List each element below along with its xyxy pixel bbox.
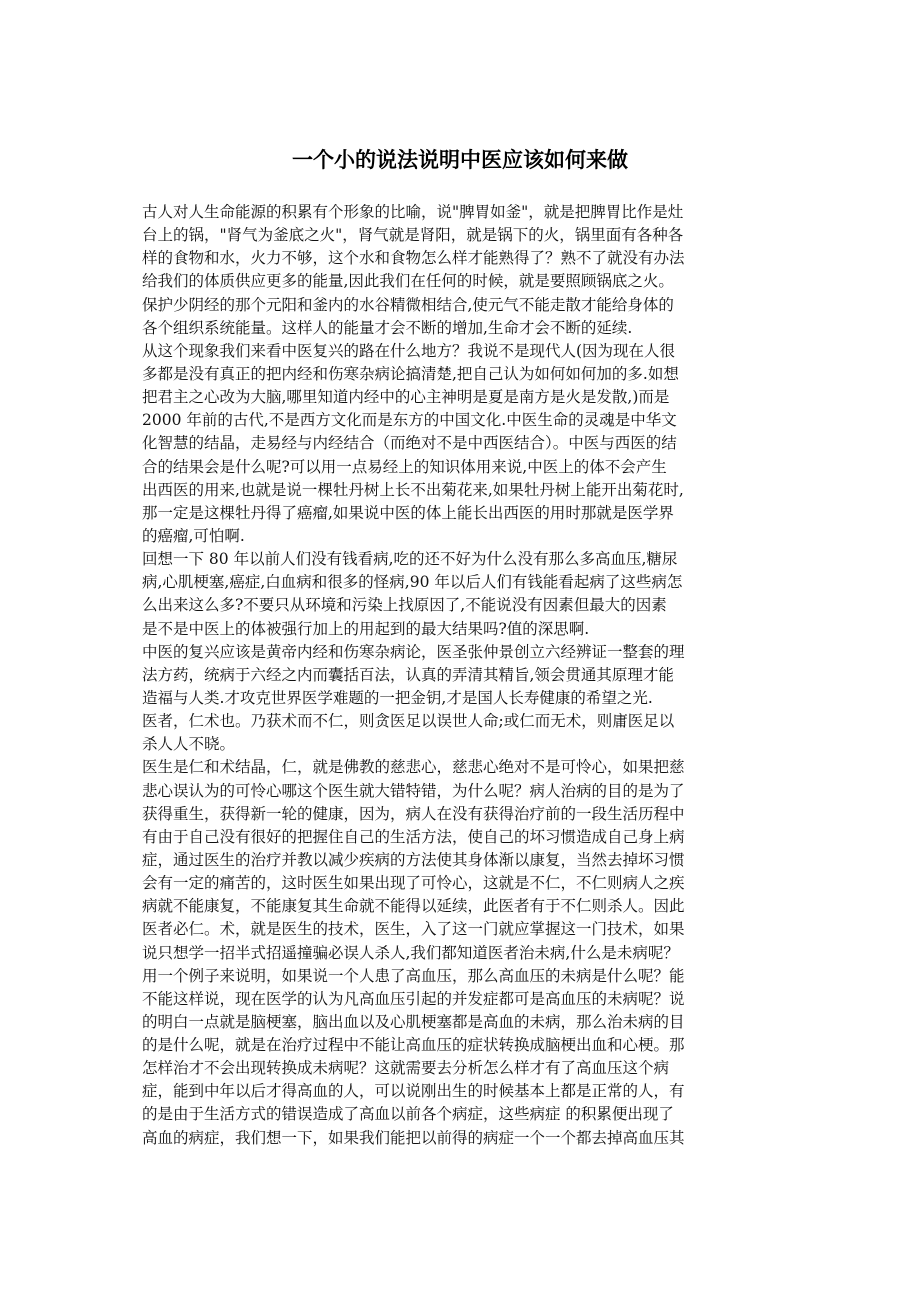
text-line: 出西医的用来,也就是说一棵牡丹树上长不出菊花来,如果牡丹树上能开出菊花时, [142, 480, 684, 499]
text-line: 造福与人类.才攻克世界医学难题的一把金钥,才是国人长寿健康的希望之光. [142, 688, 653, 707]
text-line: 获得重生，获得新一轮的健康，因为，病人在没有获得治疗前的一段生活历程中 [142, 804, 685, 823]
text-line: 高血的病症，我们想一下，如果我们能把以前得的病症一个一个都去掉高血压其 [142, 1128, 685, 1147]
text-line: 有由于自己没有很好的把握住自己的生活方法，使自己的坏习惯造成自己身上病 [142, 827, 685, 846]
text-line: 中医的复兴应该是黄帝内经和伤寒杂病论，医圣张仲景创立六经辨证一整套的理 [142, 642, 685, 661]
text-line: 是不是中医上的体被强行加上的用起到的最大结果吗?值的深思啊. [142, 619, 590, 638]
text-line: 会有一定的痛苦的，这时医生如果出现了可怜心，这就是不仁，不仁则病人之疾 [142, 874, 685, 893]
text-line: 么出来这么多?不要只从环境和污染上找原因了,不能说没有因素但最大的因素 [142, 596, 667, 615]
text-line: 不能这样说，现在医学的认为凡高血压引起的并发症都可是高血压的未病呢？说 [142, 989, 685, 1008]
text-line: 的癌瘤,可怕啊. [142, 526, 245, 545]
text-line: 从这个现象我们来看中医复兴的路在什么地方？我说不是现代人(因为现在人很 [142, 341, 676, 360]
text-line: 医者必仁。术，就是医生的技术，医生，入了这一门就应掌握这一门技术，如果 [142, 920, 685, 939]
text-line: 用一个例子来说明，如果说一个人患了高血压，那么高血压的未病是什么呢？能 [142, 966, 685, 985]
text-line: 的明白一点就是脑梗塞，脑出血以及心肌梗塞都是高血的未病，那么治未病的目 [142, 1012, 685, 1031]
document-body [142, 201, 782, 1150]
text-line: 病,心肌梗塞,癌症,白血病和很多的怪病,90 年以后人们有钱能看起病了这些病怎 [142, 573, 683, 592]
text-line: 把君主之心改为大脑,哪里知道内经中的心主神明是夏是南方是火是发散,)而是 [142, 388, 670, 407]
text-line: 化智慧的结晶，走易经与内经结合（而绝对不是中西医结合）。中医与西医的结 [142, 434, 677, 453]
text-line: 病就不能康复，不能康复其生命就不能得以延续，此医者有于不仁则杀人。因此 [142, 897, 685, 916]
text-line: 台上的锅，"肾气为釜底之火"，肾气就是肾阳，就是锅下的火，锅里面有各种各 [142, 226, 684, 245]
text-line: 医生是仁和术结晶，仁，就是佛教的慈悲心，慈悲心绝对不是可怜心，如果把慈 [142, 758, 685, 777]
text-line: 合的结果会是什么呢?可以用一点易经上的知识体用来说,中医上的体不会产生 [142, 457, 667, 476]
text-line: 说只想学一招半式招遥撞骗必误人杀人,我们都知道医者治未病,什么是未病呢？ [142, 943, 679, 962]
document-title: 一个小的说法说明中医应该如何来做 [292, 148, 628, 172]
text-line: 古人对人生命能源的积累有个形象的比喻，说"脾胃如釜"，就是把脾胃比作是灶 [142, 203, 684, 221]
text-line: 那一定是这棵牡丹得了癌瘤,如果说中医的体上能长出西医的用时那就是医学界 [142, 503, 674, 522]
text-line: 悲心误认为的可怜心哪这个医生就大错特错，为什么呢？病人治病的目的是为了 [142, 781, 685, 800]
text-line: 法方药，统病于六经之内而囊括百法，认真的弄清其精旨,领会贯通其原理才能 [142, 665, 674, 684]
text-line: 保护少阴经的那个元阳和釜内的水谷精微相结合,使元气不能走散才能给身体的 [142, 295, 674, 314]
text-line: 样的食物和水，火力不够，这个水和食物怎么样才能熟得了？熟不了就没有办法 [142, 249, 685, 268]
text-line: 给我们的体质供应更多的能量,因此我们在任何的时候，就是要照顾锅底之火。 [142, 272, 674, 291]
text-line: 的是由于生活方式的错误造成了高血以前各个病症，这些病症 的积累便出现了 [142, 1105, 674, 1124]
text-line: 2000 年前的古代,不是西方文化而是东方的中国文化.中医生命的灵魂是中华文 [142, 411, 677, 430]
text-line: 医者，仁术也。乃获术而不仁，则贪医足以误世人命;或仁而无术，则庸医足以 [142, 712, 675, 731]
text-line: 杀人人不晓。 [142, 735, 236, 754]
text-line: 的是什么呢，就是在治疗过程中不能让高血压的症状转换成脑梗出血和心梗。那 [142, 1036, 685, 1055]
text-line: 怎样治才不会出现转换成未病呢？这就需要去分析怎么样才有了高血压这个病 [142, 1059, 670, 1078]
text-line: 症，通过医生的治疗并教以减少疾病的方法使其身体渐以康复，当然去掉坏习惯 [142, 850, 685, 869]
text-line: 多都是没有真正的把内经和伤寒杂病论搞清楚,把自己认为如何如何加的多.如想 [142, 364, 679, 383]
text-line: 回想一下 80 年以前人们没有钱看病,吃的还不好为什么没有那么多高血压,糖尿 [142, 550, 678, 569]
text-line: 各个组织系统能量。这样人的能量才会不断的增加,生命才会不断的延续. [142, 318, 633, 337]
text-line: 症，能到中年以后才得高血的人，可以说刚出生的时候基本上都是正常的人，有 [142, 1082, 685, 1101]
